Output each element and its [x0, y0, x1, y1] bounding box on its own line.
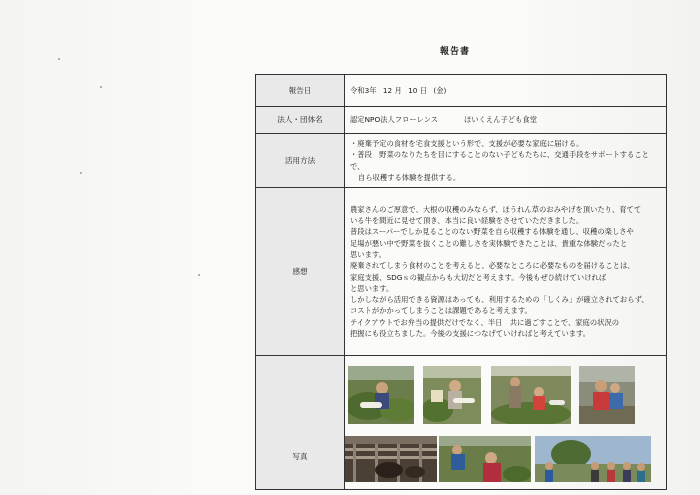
photo-harvest-group: [439, 436, 531, 482]
scan-speck: [198, 274, 200, 276]
date-era-year: 令和3年: [350, 85, 377, 95]
page-title: 報告書: [440, 47, 471, 57]
usage-line: ・廃棄予定の食材を宅食支援という形で、支援が必要な家庭に届ける。: [350, 138, 584, 148]
value-report-date: [345, 75, 667, 107]
photo-child-carried: [579, 366, 635, 424]
usage-line: 自ら収穫する体験を提供する。: [358, 172, 461, 182]
value-organization: [345, 107, 667, 134]
org-corporation: 認定NPO法人フローレンス: [350, 115, 439, 125]
scan-speck: [100, 86, 102, 88]
impression-line: しかしながら活用できる資源はあっても、利用するための「しくみ」が確立されておらず、: [350, 295, 649, 305]
impression-line: テイクアウトでお弁当の提供だけでなく、半日 共に過ごすことで、家庭の状況の: [350, 317, 620, 327]
label-usage: 活用方法: [256, 134, 345, 188]
impression-line: 把握にも役立ちました。今後の支援につなげていければと考えています。: [350, 328, 591, 338]
impression-line: 思います。: [350, 249, 386, 259]
date-month: 12 月: [382, 85, 402, 95]
photo-radish-harvest: [348, 366, 414, 424]
value-photos: [345, 356, 667, 490]
row-photos: [256, 356, 667, 490]
impression-line: 普段はスーパーでしか見ることのない野菜を自ら収穫する体験を通し、収穫の楽しさや: [350, 227, 634, 237]
photo-parent-and-child-pulling: [491, 366, 571, 424]
date-weekday: (金): [433, 85, 447, 95]
impression-line: 農家さんのご厚意で、大根の収穫のみならず、ほうれん草のおみやげを頂いたり、育てて: [350, 204, 642, 214]
row-impressions: [256, 188, 667, 356]
label-organization: 法人・団体名: [256, 107, 345, 134]
photo-group-outdoors: [535, 436, 651, 482]
impression-line: 廃棄されてしまう食材のことを考えると、必要なところに必要なものを届けることは、: [350, 261, 635, 271]
impression-line: と思います。: [350, 283, 394, 293]
date-day: 10 日: [408, 85, 428, 95]
row-usage: [256, 134, 667, 188]
row-report-date: [256, 75, 667, 107]
usage-line: ・普段 野菜のなりたちを目にすることのない子どもたちに、交通手段をサポートすることで、: [350, 150, 649, 171]
impression-line: 足場が悪い中で野菜を抜くことの難しさを実体験できたことは、貴重な体験だったと: [350, 238, 628, 248]
label-impressions: 感想: [256, 188, 345, 356]
org-program: ほいくえん子ども食堂: [464, 115, 537, 125]
scan-speck: [80, 172, 82, 174]
impression-line: 家庭支援、SDGｓの観点からも大切だと考えます。今後もぜひ続けていければ: [350, 272, 607, 282]
value-impressions: [345, 188, 667, 356]
label-report-date: 報告日: [256, 75, 345, 107]
scan-speck: [58, 58, 60, 60]
photo-cattle-barn: [345, 436, 437, 482]
row-organization: [256, 107, 667, 134]
value-usage: [345, 134, 667, 188]
label-photos: 写真: [256, 356, 345, 490]
photo-child-with-radish: [423, 366, 481, 424]
impression-line: いる牛を間近に見せて頂き、本当に良い経験をさせていただきました。: [350, 216, 584, 226]
photo-grid: [345, 356, 666, 484]
impression-line: コストがかかってしまうことは課題であると考えます。: [350, 306, 532, 316]
report-table: [255, 74, 667, 490]
